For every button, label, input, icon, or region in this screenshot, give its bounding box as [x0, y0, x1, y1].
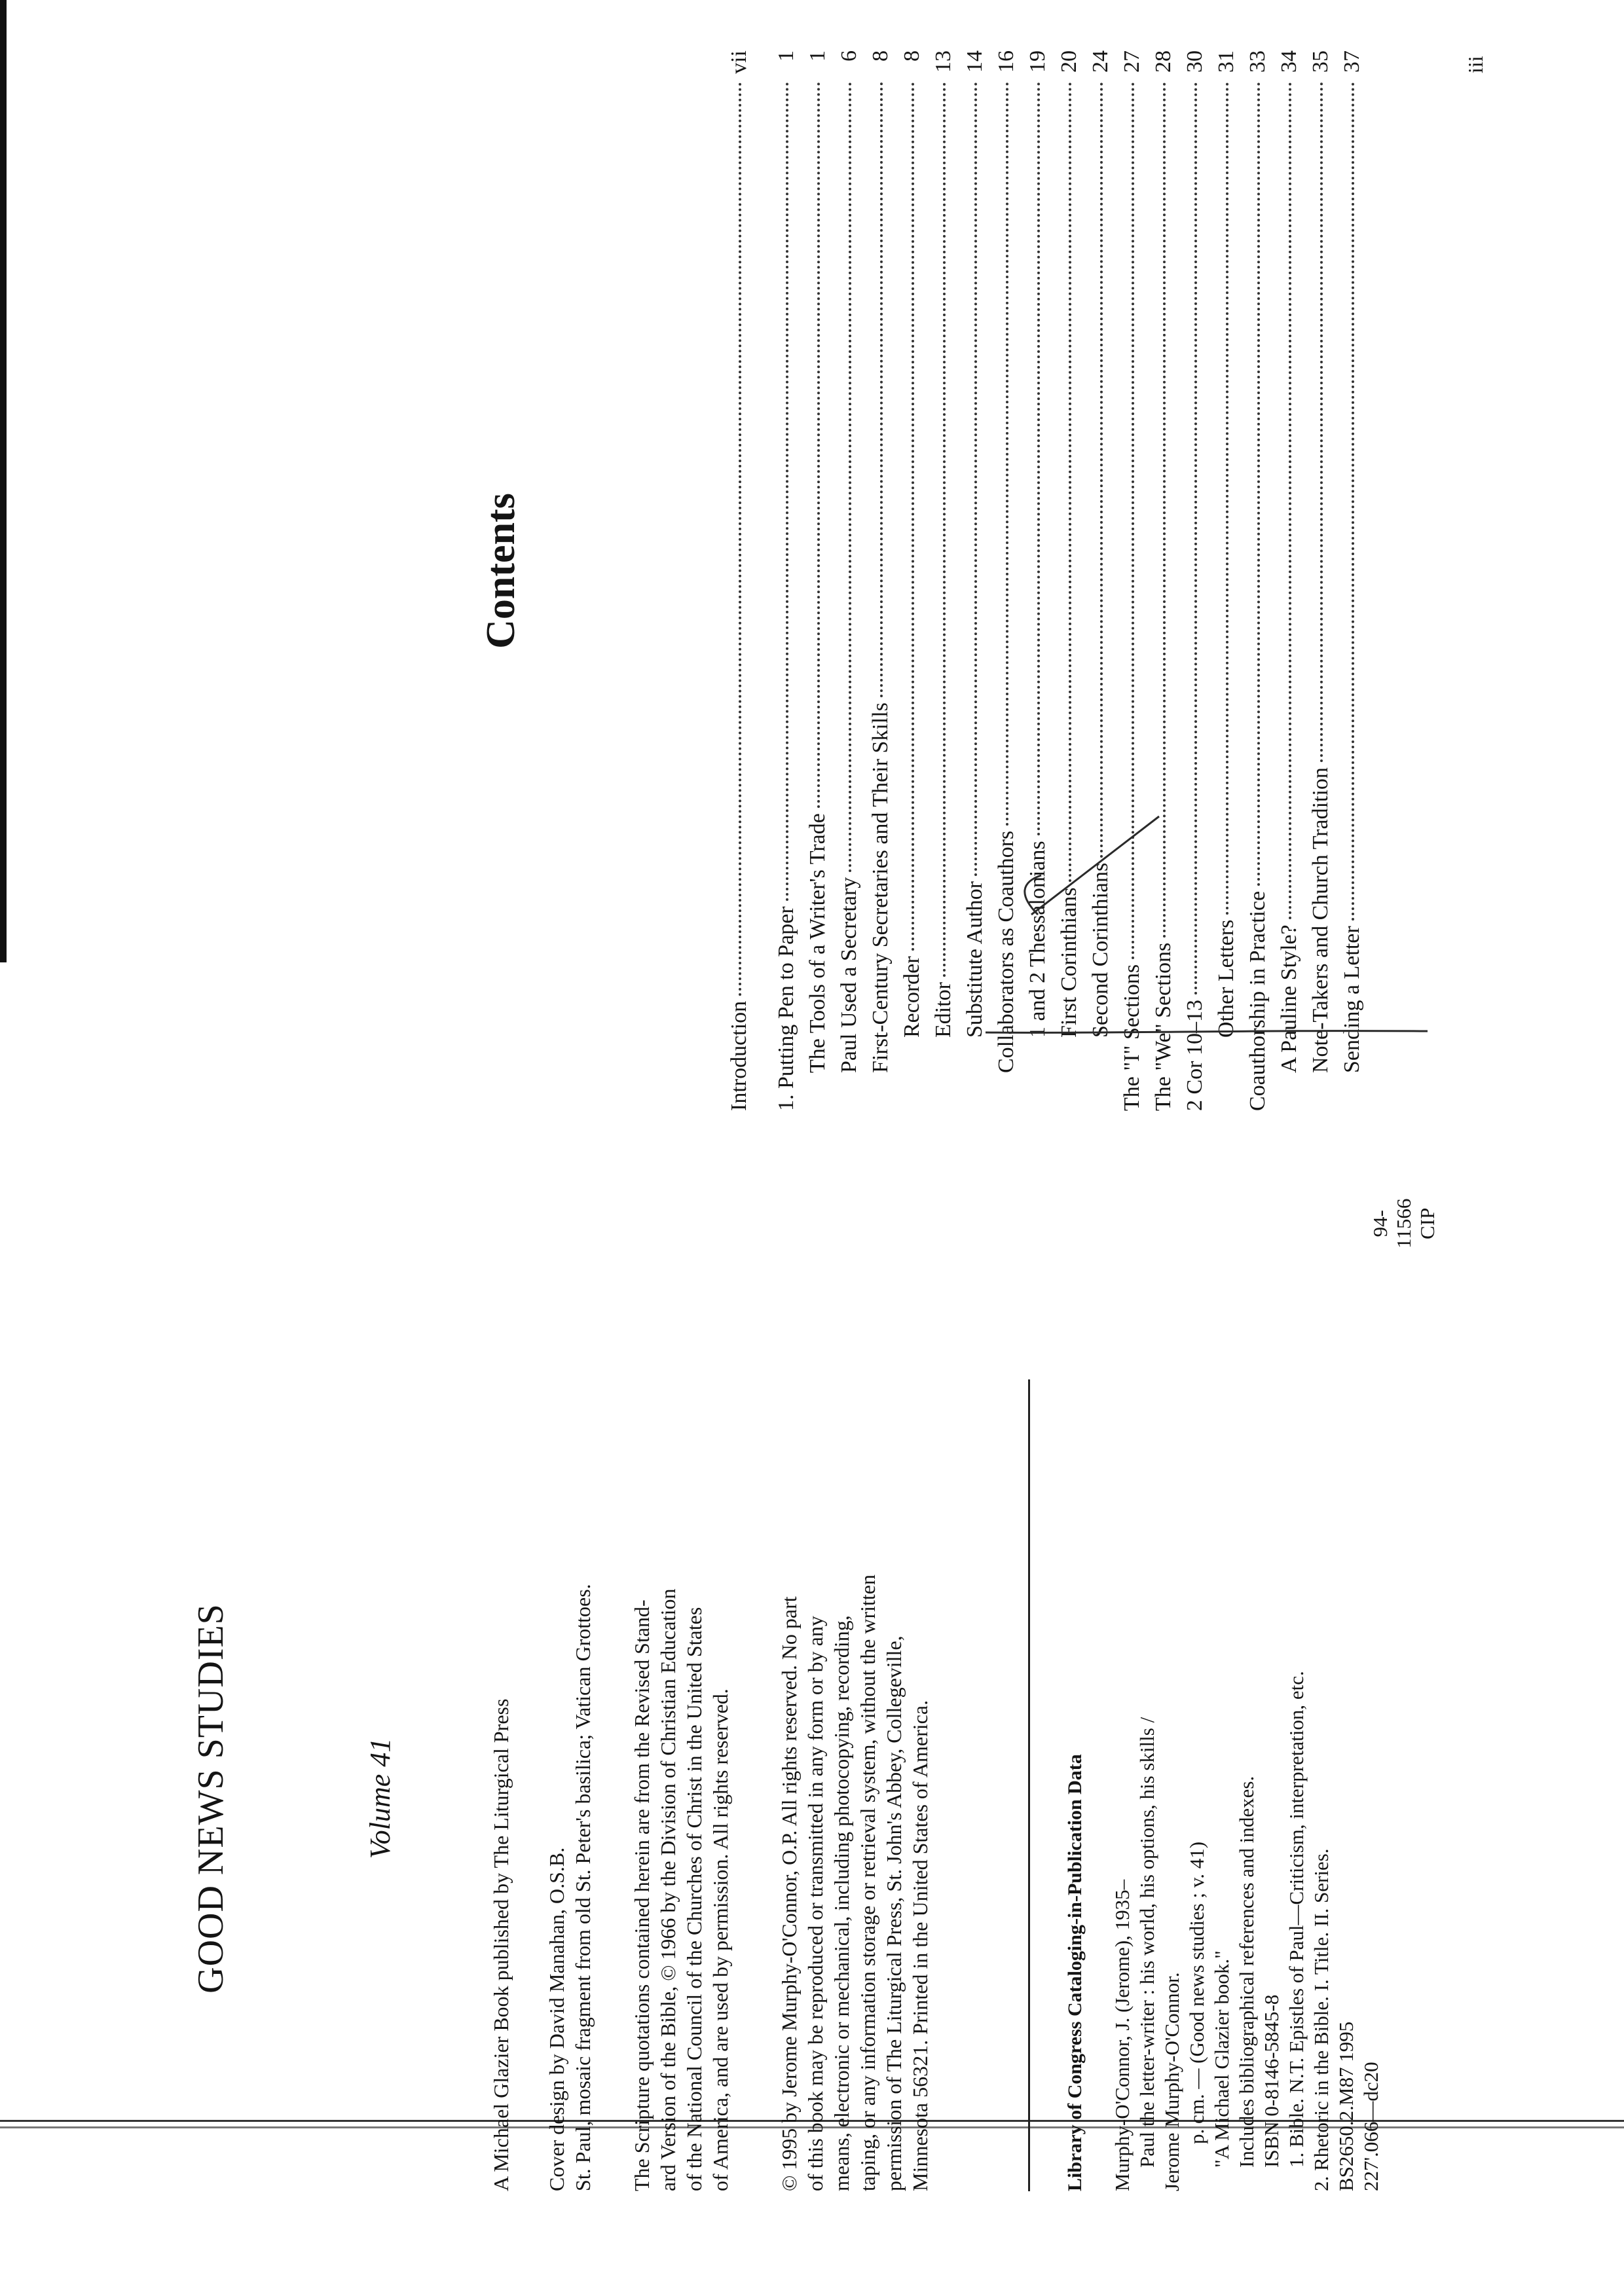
toc-entry-title: Editor: [931, 982, 955, 1038]
toc-entry-title: 1. Putting Pen to Paper: [774, 906, 798, 1111]
cip-line: 1. Bible. N.T. Epistles of Paul—Criticism, interpretation, etc.: [1285, 1671, 1308, 2168]
toc-entry-title: Introduction: [727, 1000, 751, 1111]
cip-number: [1369, 1199, 1439, 1248]
toc-entry-title: Second Corinthians: [1088, 862, 1113, 1038]
toc-entry-title: Substitute Author: [963, 881, 987, 1038]
toc-page-number: 19: [1025, 50, 1050, 73]
toc-page-number: 1: [774, 50, 798, 62]
cip-line: 2. Rhetoric in the Bible. I. Title. II. Series.: [1310, 1848, 1333, 2191]
cip-line: Jerome Murphy-O'Connor.: [1160, 1972, 1183, 2191]
toc-entry-title: Note-Takers and Church Tradition: [1308, 767, 1333, 1073]
contents-title: Contents: [479, 493, 523, 649]
copyright-line: permission of The Liturgical Press, St. John's Abbey, Collegeville,: [882, 1635, 906, 2191]
cip-line: ISBN 0-8146-5845-8: [1260, 1994, 1283, 2168]
toc-page-number: 35: [1308, 50, 1333, 73]
handwritten-pen-marks: [0, 37, 1624, 1111]
toc-page-number: vii: [727, 50, 751, 74]
divider-rule: [1028, 1379, 1030, 2191]
toc-entry-title: Other Letters: [1214, 919, 1238, 1038]
toc-entry-title: The "I" Sections: [1120, 964, 1144, 1111]
toc-page-number: 30: [1183, 50, 1207, 73]
toc-page-number: 37: [1340, 50, 1364, 73]
scripture-line: ard Version of the Bible, © 1966 by the Division of Christian Education: [656, 1588, 680, 2191]
volume-number: Volume 41: [364, 1738, 396, 1859]
cip-heading: Library of Congress Cataloging-in-Publication Data: [1064, 1754, 1086, 2191]
toc-entry-title: A Pauline Style?: [1277, 924, 1301, 1073]
copyright-line: of this book may be reproduced or transmitted in any form or by any: [803, 1616, 827, 2191]
cover-credit: [544, 1584, 596, 2191]
toc-page-number: 31: [1214, 50, 1238, 73]
cip-data: [1110, 1671, 1384, 2191]
scripture-line: The Scripture quotations contained herein are from the Revised Stand-: [630, 1599, 654, 2191]
cip-line: Murphy-O'Connor, J. (Jerome), 1935–: [1111, 1879, 1134, 2191]
copyright-line: Minnesota 56321. Printed in the United States of America.: [908, 1700, 932, 2191]
toc-entry-title: The Tools of a Writer's Trade: [805, 813, 830, 1073]
page-folio: iii: [1464, 56, 1487, 73]
toc-entry-title: Paul Used a Secretary: [837, 877, 861, 1073]
toc-page-number: 1: [805, 50, 830, 62]
cover-credit-line: Cover design by David Manahan, O.S.B.: [545, 1847, 568, 2191]
toc-page-number: 34: [1277, 50, 1301, 73]
copyright-line: taping, or any information storage or retrieval system, without the written: [856, 1575, 879, 2191]
scripture-line: of America, and are used by permission. All rights reserved.: [709, 1688, 732, 2191]
toc-page-number: 33: [1246, 50, 1270, 73]
toc-entry-title: Coauthorship in Practice: [1246, 890, 1270, 1111]
cip-line: Includes bibliographical references and indexes.: [1235, 1776, 1258, 2168]
toc-page-number: 8: [900, 50, 924, 62]
pen-mark-vertical: [986, 1031, 1428, 1033]
copyright-line: © 1995 by Jerome Murphy-O'Connor, O.P. All rights reserved. No part: [777, 1596, 801, 2191]
cip-control-number: 94-11566: [1369, 1198, 1415, 1248]
cip-line: Paul the letter-writer : his world, his options, his skills /: [1135, 1717, 1158, 2168]
pen-mark-diagonal: [1031, 816, 1159, 915]
toc-page-number: 24: [1088, 50, 1113, 73]
cip-mark: CIP: [1416, 1207, 1439, 1239]
cip-line: BS2650.2.M87 1995: [1335, 2021, 1357, 2191]
toc-page-number: 27: [1120, 50, 1144, 73]
toc-entry-title: Collaborators as Coauthors: [994, 830, 1018, 1073]
toc-page-number: 14: [963, 50, 987, 73]
toc-entry-title: 2 Cor 10–13: [1183, 1000, 1207, 1111]
toc-entry-title: First-Century Secretaries and Their Skills: [868, 702, 893, 1073]
imprint-line: A Michael Glazier Book published by The Liturgical Press: [489, 1698, 513, 2191]
series-title: GOOD NEWS STUDIES: [191, 1603, 231, 1994]
toc-entry-title: First Corinthians: [1057, 887, 1081, 1038]
cip-line: "A Michael Glazier book.": [1210, 1950, 1233, 2168]
copyright-line: means, electronic or mechanical, including photocopying, recording,: [830, 1615, 853, 2191]
toc-entry-title: 1 and 2 Thessalonians: [1025, 841, 1050, 1038]
cover-credit-line: St. Paul, mosaic fragment from old St. Peter's basilica; Vatican Grottoes.: [571, 1584, 595, 2191]
contents-page: [0, 37, 1624, 1111]
scripture-notice: [629, 1589, 733, 2191]
toc-entry-title: Sending a Letter: [1340, 926, 1364, 1073]
toc-page-number: 6: [837, 50, 861, 62]
cip-line: 227'.066—dc20: [1359, 2062, 1382, 2191]
copyright-page: [0, 1198, 1624, 2191]
toc-page-number: 16: [994, 50, 1018, 73]
copyright-notice: [776, 1575, 933, 2191]
toc-page-number: 20: [1057, 50, 1081, 73]
toc-entry-title: The "We" Sections: [1151, 942, 1175, 1111]
toc-page-number: 8: [868, 50, 893, 62]
toc-page-number: 13: [931, 50, 955, 73]
cip-line: p. cm. — (Good news studies ; v. 41): [1185, 1841, 1208, 2144]
scripture-line: of the National Council of the Churches of Christ in the United States: [682, 1607, 706, 2191]
toc-page-number: 28: [1151, 50, 1175, 73]
toc-entry-title: Recorder: [900, 956, 924, 1038]
